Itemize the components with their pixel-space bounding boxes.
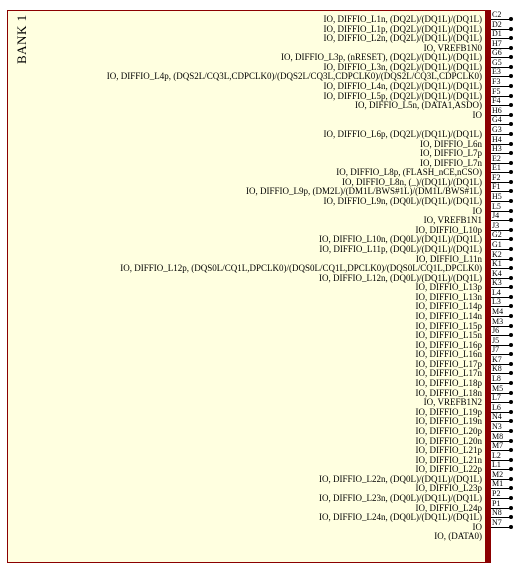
pin-terminal (509, 170, 513, 174)
pin-number: G1 (492, 239, 502, 249)
pin-number: P2 (492, 489, 501, 498)
pin-terminal (509, 180, 513, 184)
pin-terminal (509, 525, 513, 529)
pin-terminal (509, 247, 513, 251)
pin-terminal (509, 36, 513, 40)
pin-number: K7 (492, 354, 502, 364)
pin-terminal (509, 55, 513, 59)
pin-terminal (509, 458, 513, 462)
pin-name: IO, DIFFIO_L9n, (DQ0L)/(DQ1L)/(DQ1L) (323, 196, 482, 207)
pin-number: J3 (492, 220, 500, 230)
pin-name: IO, DIFFIO_L9p, (DM2L)/(DM1L/BWS#1L)/(DM1L/BWS#1L) (246, 186, 482, 197)
pin-number: H7 (492, 38, 502, 48)
pin-name: IO, DIFFIO_L14n (415, 310, 482, 321)
pin-number: M3 (492, 316, 504, 326)
pin-number: E3 (492, 67, 501, 77)
pin-name: IO, (DATA0) (434, 531, 482, 542)
pin-name: IO, DIFFIO_L8n, (_)/(DQ1L)/(DQ1L) (342, 176, 482, 187)
pin-number: G4 (492, 115, 502, 125)
pin-number: L3 (492, 297, 501, 307)
pin-number: L1 (492, 460, 501, 470)
pin-name: IO, DIFFIO_L24n, (DQ0L)/(DQ1L)/(DQ1L) (319, 512, 482, 523)
pin-name: IO, DIFFIO_L10n, (DQ0L)/(DQ1L)/(DQ1L) (319, 234, 482, 245)
pin-number: K2 (492, 249, 502, 259)
pin-number: L4 (492, 287, 501, 297)
pin-number: L8 (492, 374, 501, 384)
pin-terminal (509, 161, 513, 165)
pin-number: D2 (492, 19, 502, 29)
pin-name: IO, DIFFIO_L1p, (DQ2L)/(DQ1L)/(DQ1L) (323, 23, 482, 34)
pin-terminal (509, 46, 513, 50)
pin-name: IO, DIFFIO_L18n (415, 387, 482, 398)
pin-name: IO, DIFFIO_L4n, (DQ2L)/(DQ1L)/(DQ1L) (323, 81, 482, 92)
pin-number: L5 (492, 201, 501, 211)
pin-terminal (509, 276, 513, 280)
pin-number: J5 (492, 335, 500, 345)
pin-name: IO, DIFFIO_L23p (415, 483, 482, 494)
pin-terminal (509, 122, 513, 126)
pin-number: L7 (492, 393, 501, 403)
pin-name: IO, VREFB1N0 (423, 42, 482, 53)
pin-name: IO, DIFFIO_L24p (415, 502, 482, 513)
pin-name: IO, DIFFIO_L16p (415, 339, 482, 350)
pin-name: IO, DIFFIO_L5p, (DQ2L)/(DQ1L)/(DQ1L) (323, 90, 482, 101)
pin-number: F1 (492, 182, 501, 192)
pin-name: IO, VREFB1N2 (423, 397, 482, 408)
pin-terminal (509, 84, 513, 88)
pin-name: IO, DIFFIO_L6p, (DQ2L)/(DQ1L)/(DQ1L) (323, 128, 482, 139)
pin-terminal (509, 496, 513, 500)
pin-terminal (509, 209, 513, 213)
pin-number: C2 (492, 10, 502, 19)
pin-terminal (509, 324, 513, 328)
pin-name: IO, DIFFIO_L11n (415, 253, 482, 264)
pin-terminal (509, 391, 513, 395)
pin-terminal (509, 362, 513, 366)
pin-terminal (509, 429, 513, 433)
pin-number: D1 (492, 29, 502, 39)
pin-name: IO, DIFFIO_L19n (415, 416, 482, 427)
pin-name: IO, DIFFIO_L12p, (DQS0L/CQ1L,DPCLK0)/(DQS0L/CQ1L,DPCLK0)/(DQS0L/CQ1L,DPCLK0) (120, 263, 482, 274)
pin-number: G6 (492, 48, 502, 58)
pin-terminal (509, 333, 513, 337)
pin-number: M4 (492, 306, 504, 316)
pin-terminal (509, 285, 513, 289)
pin-name: IO, DIFFIO_L22n, (DQ0L)/(DQ1L)/(DQ1L) (319, 473, 482, 484)
pin-number: G2 (492, 230, 502, 240)
pin-terminal (509, 400, 513, 404)
pin-name: IO, DIFFIO_L15p (415, 320, 482, 331)
pin-name: IO, DIFFIO_L2n, (DQ2L)/(DQ1L)/(DQ1L) (323, 33, 482, 44)
pin-terminal (509, 410, 513, 414)
pin-number: N3 (492, 421, 502, 431)
pin-number: F5 (492, 86, 501, 96)
pin-terminal (509, 343, 513, 347)
pin-number: F2 (492, 172, 501, 182)
pin-row (0, 192, 520, 211)
pin-terminal (509, 65, 513, 69)
pin-terminal (509, 295, 513, 299)
pin-number: N8 (492, 508, 502, 518)
pin-number: K8 (492, 364, 502, 374)
pin-number: H6 (492, 105, 502, 115)
pin-terminal (509, 371, 513, 375)
pin-number: J7 (492, 345, 500, 355)
bank-title: BANK 1 (14, 14, 29, 64)
pin-terminal (509, 103, 513, 107)
pin-name: IO, VREFB1N1 (423, 215, 482, 226)
pin-number: M7 (492, 441, 504, 451)
pin-number: P1 (492, 498, 501, 508)
pin-name: IO, DIFFIO_L6n (420, 138, 482, 149)
pin-name: IO, DIFFIO_L16n (415, 349, 482, 360)
pin-terminal (509, 439, 513, 443)
pin-name: IO, DIFFIO_L5n, (DATA1,ASDO) (354, 100, 482, 111)
pin-name: IO, DIFFIO_L23n, (DQ0L)/(DQ1L)/(DQ1L) (319, 493, 482, 503)
pin-name: IO, DIFFIO_L8p, (FLASH_nCE,nCSO) (336, 167, 482, 178)
pin-terminal (509, 314, 513, 318)
pin-name: IO, DIFFIO_L4p, (DQS2L/CQ3L,CDPCLK0)/(DQS2L/CQ3L,CDPCLK0)/(DQS2L/CQ3L,CDPCLK0) (106, 71, 482, 82)
pin-name: IO (472, 205, 482, 216)
pin-number: M5 (492, 383, 504, 393)
pin-terminal (509, 199, 513, 203)
pin-name: IO, DIFFIO_L17n (415, 368, 482, 379)
pin-number: J4 (492, 211, 500, 221)
pin-number: F4 (492, 96, 501, 106)
pin-terminal (509, 113, 513, 117)
pin-name: IO (472, 109, 482, 120)
pin-name: IO, DIFFIO_L1n, (DQ2L)/(DQ1L)/(DQ1L) (323, 14, 482, 24)
pin-number: K4 (492, 268, 502, 278)
pin-name: IO, DIFFIO_L21p (415, 445, 482, 456)
pin-row (0, 531, 520, 546)
pin-name: IO, DIFFIO_L13p (415, 282, 482, 293)
pin-terminal (509, 218, 513, 222)
pin-number: E1 (492, 163, 501, 173)
pin-terminal (509, 142, 513, 146)
pin-number: L2 (492, 450, 501, 460)
pin-lead (491, 527, 510, 528)
pin-name: IO, DIFFIO_L7p (420, 148, 482, 159)
pin-name: IO, DIFFIO_L21n (415, 454, 482, 465)
pin-name: IO, DIFFIO_L3n, (DQ2L)/(DQ1L)/(DQ1L) (323, 61, 482, 72)
pin-number: M1 (492, 479, 504, 489)
pin-terminal (509, 477, 513, 481)
pin-terminal (509, 257, 513, 261)
pin-name: IO, DIFFIO_L20p (415, 425, 482, 436)
pin-name: IO, DIFFIO_L10p (415, 224, 482, 235)
pin-terminal (509, 17, 513, 21)
pin-name: IO (472, 521, 482, 532)
pin-terminal (509, 304, 513, 308)
pin-terminal (509, 448, 513, 452)
pin-terminal (509, 486, 513, 490)
pin-number: G3 (492, 124, 502, 134)
pin-name: IO, DIFFIO_L11p, (DQ0L)/(DQ1L)/(DQ1L) (319, 243, 482, 254)
pin-terminal (509, 467, 513, 471)
pin-terminal (509, 237, 513, 241)
pin-name: IO, DIFFIO_L18p (415, 378, 482, 389)
pin-terminal (509, 151, 513, 155)
pin-row (0, 96, 520, 115)
pin-terminal (509, 506, 513, 510)
pin-name: IO, DIFFIO_L15n (415, 330, 482, 341)
pin-number: K3 (492, 278, 502, 288)
pin-name: IO, DIFFIO_L22p (415, 464, 482, 475)
pin-number: L6 (492, 402, 501, 412)
pin-terminal (509, 352, 513, 356)
pin-number: H5 (492, 192, 502, 202)
pin-name: IO, DIFFIO_L12n, (DQ0L)/(DQ1L)/(DQ1L) (319, 272, 482, 283)
pin-number: N7 (492, 517, 502, 527)
pin-number: G5 (492, 57, 502, 67)
pin-name: IO, DIFFIO_L13n (415, 291, 482, 302)
pin-name: IO, DIFFIO_L17p (415, 358, 482, 369)
pin-number: J6 (492, 326, 500, 336)
pin-name: IO, DIFFIO_L14p (415, 301, 482, 312)
pin-terminal (509, 74, 513, 78)
pin-name: IO, DIFFIO_L7n (420, 157, 482, 168)
pin-terminal (509, 419, 513, 423)
pin-number: F3 (492, 77, 501, 87)
pin-terminal (509, 189, 513, 193)
pin-terminal (509, 381, 513, 385)
pin-terminal (509, 27, 513, 31)
pin-number: H3 (492, 144, 502, 154)
pin-name: IO, DIFFIO_L19p (415, 406, 482, 417)
pin-name: IO, DIFFIO_L20n (415, 435, 482, 446)
pin-number: N4 (492, 412, 502, 422)
pin-number: H4 (492, 134, 502, 144)
pin-terminal (509, 132, 513, 136)
pin-number: M2 (492, 469, 504, 479)
pin-number: K1 (492, 259, 502, 269)
pin-name: IO, DIFFIO_L3p, (nRESET), (DQ2L)/(DQ1L)/(DQ1L) (281, 52, 482, 63)
pin-terminal (509, 228, 513, 232)
pin-terminal (509, 94, 513, 98)
pin-number: E2 (492, 153, 501, 163)
pin-terminal (509, 266, 513, 270)
pin-terminal (509, 515, 513, 519)
pin-row (0, 508, 520, 527)
pin-number: M8 (492, 431, 504, 441)
